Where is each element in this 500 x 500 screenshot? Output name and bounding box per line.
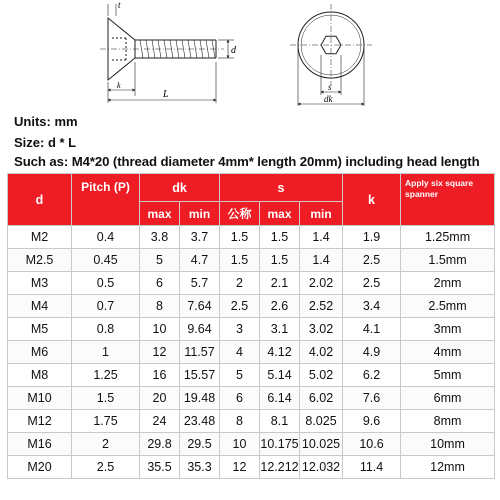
cell-d: M20 [8, 456, 72, 479]
header-k: k [343, 174, 401, 226]
example-text: Such as: M4*20 (thread diameter 4mm* length 20mm) including head length [14, 154, 480, 169]
cell-dk-min: 4.7 [180, 249, 220, 272]
cell-s-nom: 5 [220, 364, 260, 387]
label-L: L [163, 89, 169, 100]
cell-s-max: 4.12 [260, 341, 300, 364]
cell-s-max: 3.1 [260, 318, 300, 341]
cell-pitch: 1 [72, 341, 140, 364]
cell-d: M8 [8, 364, 72, 387]
cell-k: 11.4 [343, 456, 401, 479]
cell-dk-max: 16 [140, 364, 180, 387]
table-row [8, 295, 495, 318]
header-s-max: max [260, 202, 300, 226]
header-s: s [220, 174, 343, 202]
table-row [8, 456, 495, 479]
cell-s-nom: 10 [220, 433, 260, 456]
cell-dk-min: 19.48 [180, 387, 220, 410]
cell-dk-min: 11.57 [180, 341, 220, 364]
cell-pitch: 0.8 [72, 318, 140, 341]
cell-k: 9.6 [343, 410, 401, 433]
cell-k: 4.1 [343, 318, 401, 341]
cell-k: 2.5 [343, 272, 401, 295]
cell-s-max: 10.175 [260, 433, 300, 456]
cell-spanner: 8mm [401, 410, 495, 433]
cell-s-min: 12.032 [300, 456, 343, 479]
cell-dk-max: 24 [140, 410, 180, 433]
cell-d: M2 [8, 226, 72, 249]
cell-dk-min: 23.48 [180, 410, 220, 433]
cell-k: 7.6 [343, 387, 401, 410]
cell-spanner: 12mm [401, 456, 495, 479]
cell-dk-min: 29.5 [180, 433, 220, 456]
cell-pitch: 0.5 [72, 272, 140, 295]
cell-d: M12 [8, 410, 72, 433]
cell-s-min: 1.4 [300, 226, 343, 249]
cell-d: M5 [8, 318, 72, 341]
cell-s-nom: 2 [220, 272, 260, 295]
cell-s-min: 4.02 [300, 341, 343, 364]
cell-dk-max: 29.8 [140, 433, 180, 456]
cell-spanner: 4mm [401, 341, 495, 364]
cell-s-nom: 12 [220, 456, 260, 479]
size-text: Size: d * L [14, 135, 77, 150]
cell-s-min: 6.02 [300, 387, 343, 410]
cell-pitch: 1.5 [72, 387, 140, 410]
table-row [8, 364, 495, 387]
cell-s-max: 6.14 [260, 387, 300, 410]
cell-s-min: 10.025 [300, 433, 343, 456]
cell-s-min: 5.02 [300, 364, 343, 387]
cell-dk-max: 5 [140, 249, 180, 272]
cell-pitch: 1.25 [72, 364, 140, 387]
cell-s-max: 8.1 [260, 410, 300, 433]
cell-d: M3 [8, 272, 72, 295]
cell-pitch: 0.4 [72, 226, 140, 249]
cell-d: M16 [8, 433, 72, 456]
cell-s-min: 2.02 [300, 272, 343, 295]
cell-s-nom: 1.5 [220, 226, 260, 249]
header-s-min: min [300, 202, 343, 226]
cell-k: 4.9 [343, 341, 401, 364]
label-t: t [118, 0, 121, 10]
cell-pitch: 1.75 [72, 410, 140, 433]
cell-s-max: 1.5 [260, 249, 300, 272]
cell-d: M6 [8, 341, 72, 364]
cell-pitch: 2 [72, 433, 140, 456]
table-row [8, 341, 495, 364]
header-spanner: Apply six square spanner [401, 174, 495, 226]
screw-drawing [0, 0, 500, 108]
table-row [8, 387, 495, 410]
cell-spanner: 2.5mm [401, 295, 495, 318]
cell-s-min: 8.025 [300, 410, 343, 433]
cell-s-max: 1.5 [260, 226, 300, 249]
cell-s-max: 2.6 [260, 295, 300, 318]
cell-spanner: 10mm [401, 433, 495, 456]
cell-spanner: 6mm [401, 387, 495, 410]
cell-spanner: 2mm [401, 272, 495, 295]
cell-spanner: 3mm [401, 318, 495, 341]
cell-dk-max: 10 [140, 318, 180, 341]
header-pitch: Pitch (P) [72, 174, 140, 226]
cell-s-max: 5.14 [260, 364, 300, 387]
cell-dk-min: 35.3 [180, 456, 220, 479]
label-k: k [117, 81, 121, 90]
table-row [8, 249, 495, 272]
cell-k: 6.2 [343, 364, 401, 387]
cell-k: 2.5 [343, 249, 401, 272]
cell-dk-min: 7.64 [180, 295, 220, 318]
table-row [8, 272, 495, 295]
cell-dk-max: 35.5 [140, 456, 180, 479]
cell-dk-max: 20 [140, 387, 180, 410]
cell-s-nom: 6 [220, 387, 260, 410]
cell-s-min: 1.4 [300, 249, 343, 272]
cell-s-nom: 1.5 [220, 249, 260, 272]
cell-s-min: 3.02 [300, 318, 343, 341]
table-header [8, 174, 495, 226]
cell-pitch: 2.5 [72, 456, 140, 479]
cell-s-nom: 2.5 [220, 295, 260, 318]
label-s: s [328, 82, 332, 92]
cell-dk-max: 8 [140, 295, 180, 318]
cell-dk-min: 5.7 [180, 272, 220, 295]
header-d: d [8, 174, 72, 226]
table-body [8, 226, 495, 479]
cell-k: 1.9 [343, 226, 401, 249]
cell-dk-min: 3.7 [180, 226, 220, 249]
cell-d: M2.5 [8, 249, 72, 272]
cell-s-max: 2.1 [260, 272, 300, 295]
cell-dk-max: 3.8 [140, 226, 180, 249]
table-row [8, 410, 495, 433]
header-dk: dk [140, 174, 220, 202]
cell-s-max: 12.212 [260, 456, 300, 479]
cell-dk-min: 9.64 [180, 318, 220, 341]
cell-spanner: 1.5mm [401, 249, 495, 272]
label-dk: dk [324, 94, 333, 104]
table-row [8, 226, 495, 249]
units-text: Units: mm [14, 114, 78, 129]
header-dk-max: max [140, 202, 180, 226]
label-d: d [231, 45, 236, 56]
table-row [8, 318, 495, 341]
header-s-nominal: 公称 [220, 202, 260, 226]
cell-s-min: 2.52 [300, 295, 343, 318]
cell-d: M4 [8, 295, 72, 318]
header-dk-min: min [180, 202, 220, 226]
cell-dk-min: 15.57 [180, 364, 220, 387]
cell-dk-max: 6 [140, 272, 180, 295]
cell-k: 3.4 [343, 295, 401, 318]
cell-d: M10 [8, 387, 72, 410]
spec-table [7, 173, 495, 479]
cell-pitch: 0.45 [72, 249, 140, 272]
cell-k: 10.6 [343, 433, 401, 456]
table-row [8, 433, 495, 456]
cell-dk-max: 12 [140, 341, 180, 364]
cell-spanner: 1.25mm [401, 226, 495, 249]
cell-s-nom: 8 [220, 410, 260, 433]
cell-s-nom: 3 [220, 318, 260, 341]
cell-spanner: 5mm [401, 364, 495, 387]
cell-pitch: 0.7 [72, 295, 140, 318]
cell-s-nom: 4 [220, 341, 260, 364]
